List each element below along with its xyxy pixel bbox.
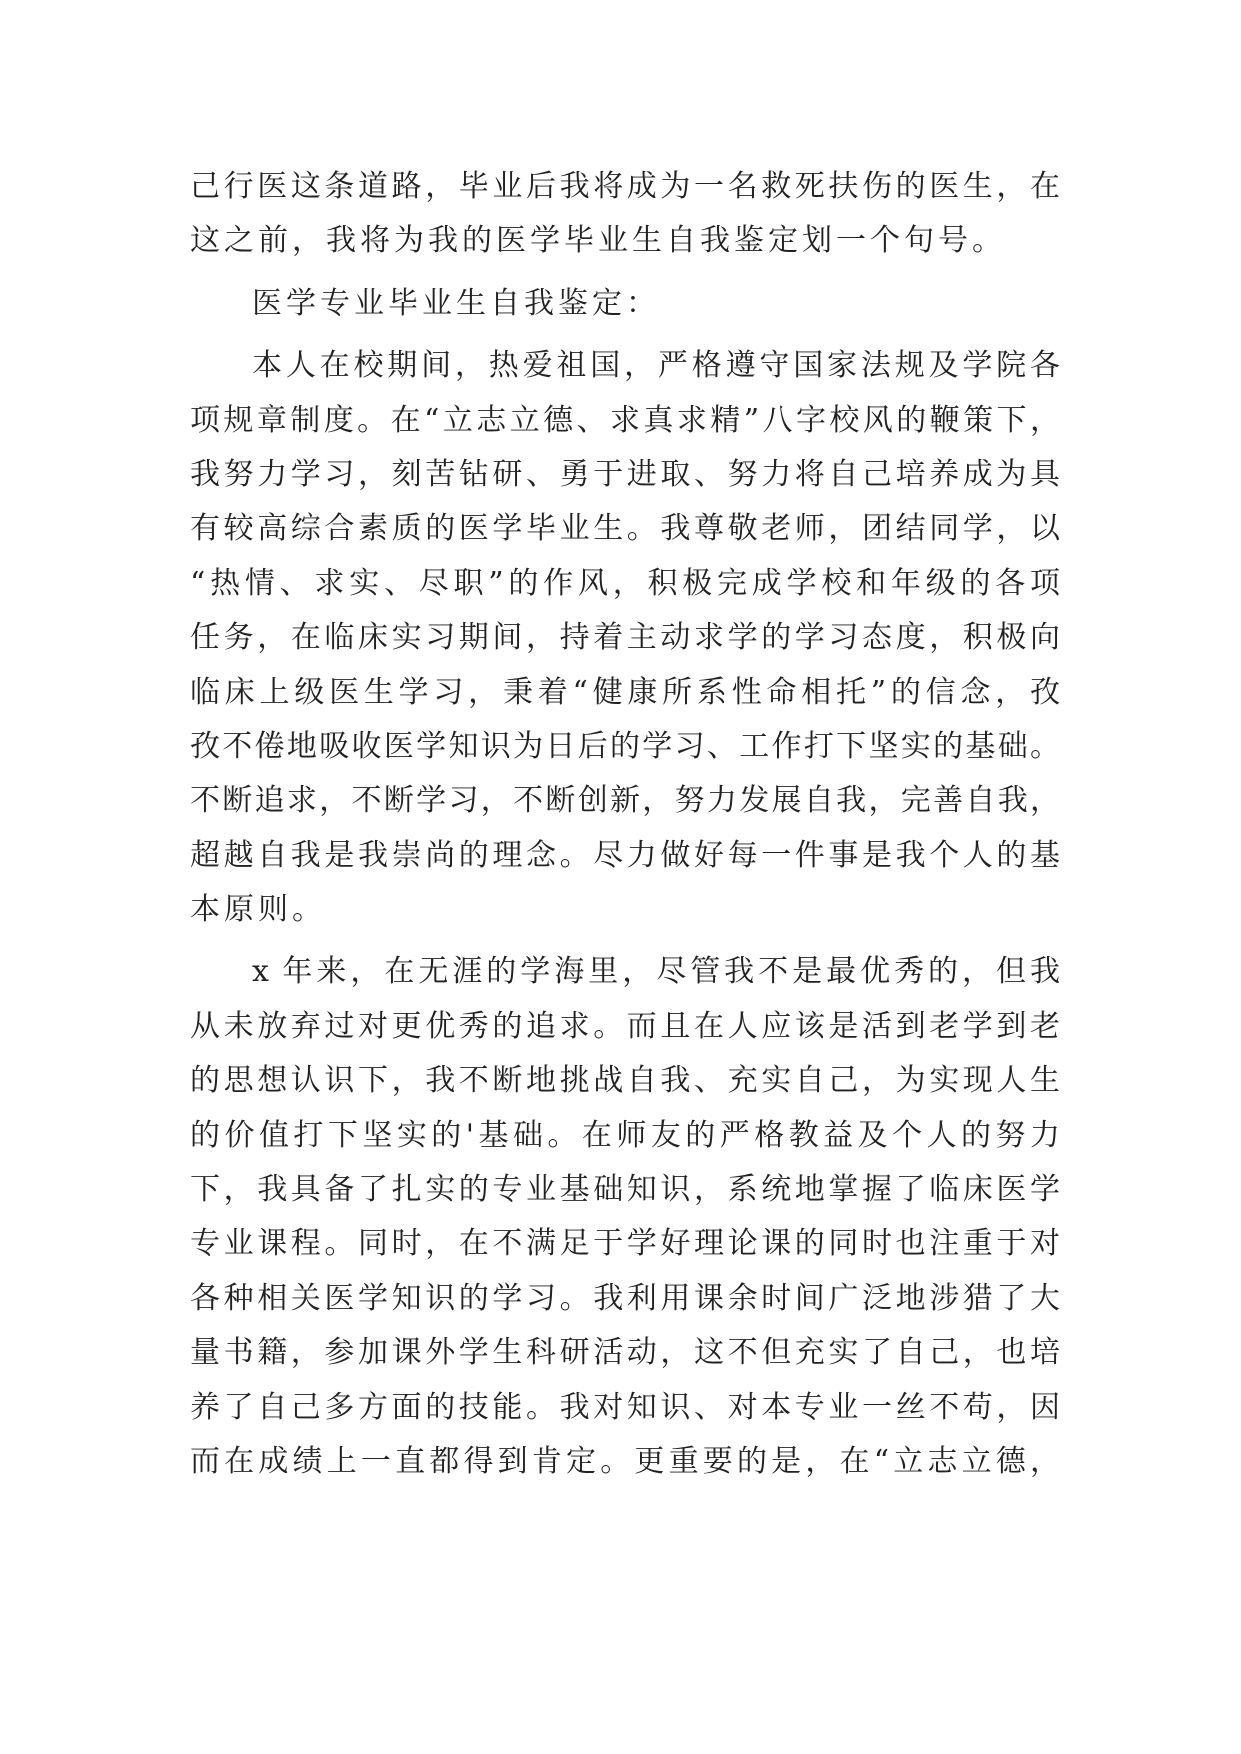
text-line: 不断追求，不断学习，不断创新，努力发展自我，完善自我， xyxy=(190,783,1060,819)
text-line: 这之前，我将为我的医学毕业生自我鉴定划一个句号。 xyxy=(190,223,1006,259)
text-line: 我努力学习，刻苦钻研、勇于进取、努力将自己培养成为具 xyxy=(190,456,1060,492)
text-line: 下，我具备了扎实的专业基础知识，系统地掌握了临床医学 xyxy=(190,1172,1060,1208)
text-line: x 年来，在无涯的学海里，尽管我不是最优秀的，但我 xyxy=(252,954,1060,990)
text-line: 孜不倦地吸收医学知识为日后的学习、工作打下坚实的基础。 xyxy=(190,728,1060,764)
text-line: 临床上级医生学习，秉着“健康所系性命相托”的信念，孜 xyxy=(190,674,1060,710)
document-body xyxy=(190,160,1060,1489)
text-line: 项规章制度。在“立志立德、求真求精”八字校风的鞭策下， xyxy=(190,402,1060,438)
text-line: 本原则。 xyxy=(190,892,326,928)
text-line: 养了自己多方面的技能。我对知识、对本专业一丝不苟，因 xyxy=(190,1389,1060,1425)
text-line: 本人在校期间，热爱祖国，严格遵守国家法规及学院各 xyxy=(252,348,1060,384)
text-line: 各种相关医学知识的学习。我利用课余时间广泛地涉猎了大 xyxy=(190,1280,1060,1316)
text-line: 超越自我是我崇尚的理念。尽力做好每一件事是我个人的基 xyxy=(190,837,1060,873)
text-line: 的价值打下坚实的'基础。在师友的严格教益及个人的努力 xyxy=(190,1117,1060,1153)
text-line: 而在成绩上一直都得到肯定。更重要的是，在“立志立德， xyxy=(190,1443,1060,1479)
section-heading: 医学专业毕业生自我鉴定： xyxy=(252,285,660,321)
text-line: 从未放弃过对更优秀的追求。而且在人应该是活到老学到老 xyxy=(190,1008,1060,1044)
text-line: 己行医这条道路，毕业后我将成为一名救死扶伤的医生，在 xyxy=(190,169,1060,204)
text-line: “热情、求实、尽职”的作风，积极完成学校和年级的各项 xyxy=(190,565,1060,601)
text-line: 专业课程。同时，在不满足于学好理论课的同时也注重于对 xyxy=(190,1226,1060,1262)
text-line: 任务，在临床实习期间，持着主动求学的学习态度，积极向 xyxy=(190,620,1060,656)
text-line: 的思想认识下，我不断地挑战自我、充实自己，为实现人生 xyxy=(190,1063,1060,1099)
text-line: 有较高综合素质的医学毕业生。我尊敬老师，团结同学，以 xyxy=(190,511,1060,547)
text-line: 量书籍，参加课外学生科研活动，这不但充实了自己，也培 xyxy=(190,1335,1060,1371)
